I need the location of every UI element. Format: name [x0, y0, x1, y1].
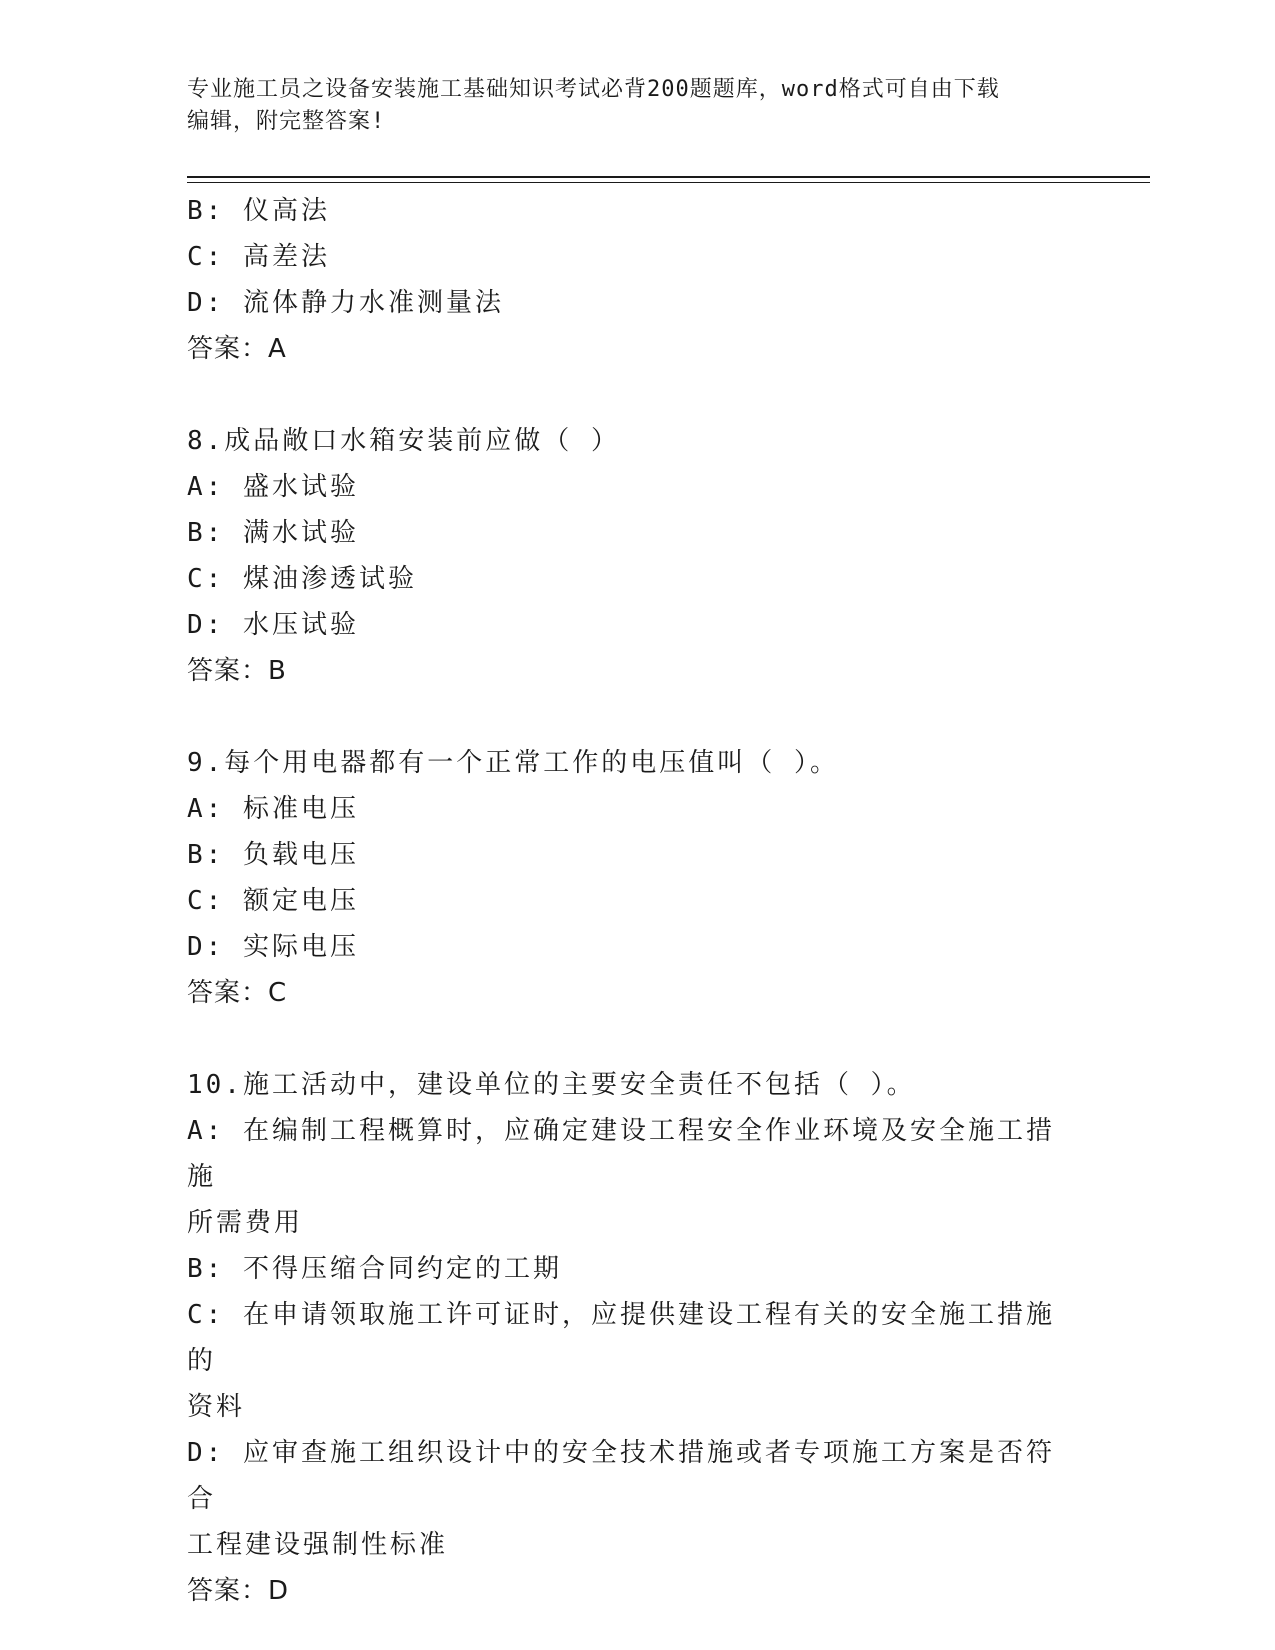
q9-question: 9.每个用电器都有一个正常工作的电压值叫（ ）。 [187, 748, 839, 778]
page-header [187, 74, 1067, 138]
q10-option-d-line1: D: 应审查施工组织设计中的安全技术措施或者专项施工方案是否符合 [187, 1438, 1055, 1514]
q10-option-c-line1: C: 在申请领取施工许可证时，应提供建设工程有关的安全施工措施的 [187, 1300, 1055, 1376]
question-7-tail [187, 188, 1077, 372]
q7-option-d: D: 流体静力水准测量法 [187, 288, 504, 318]
q7-option-c: C: 高差法 [187, 242, 330, 272]
q8-question: 8.成品敞口水箱安装前应做（ ） [187, 426, 620, 456]
spacer [187, 372, 1077, 418]
q10-answer: 答案：D [187, 1576, 290, 1606]
question-list [187, 188, 1077, 1614]
q8-option-d: D: 水压试验 [187, 610, 359, 640]
q10-option-d-line2: 工程建设强制性标准 [187, 1530, 449, 1560]
q10-option-d [187, 1430, 1077, 1568]
q9-option-b: B: 负载电压 [187, 840, 359, 870]
spacer [187, 1016, 1077, 1062]
question-10 [187, 1062, 1077, 1614]
q9-option-a: A: 标准电压 [187, 794, 359, 824]
header-rule-thin [187, 182, 1150, 183]
q8-option-a: A: 盛水试验 [187, 472, 359, 502]
q8-option-b: B: 满水试验 [187, 518, 359, 548]
header-rule-thick [187, 176, 1150, 178]
q10-question: 10.施工活动中，建设单位的主要安全责任不包括（ ）。 [187, 1070, 916, 1100]
q10-option-c-line2: 资料 [187, 1392, 246, 1422]
header-text-line1: 专业施工员之设备安装施工基础知识考试必背200题题库，word格式可自由下载 [187, 77, 1000, 102]
q9-option-c: C: 额定电压 [187, 886, 359, 916]
q9-option-d: D: 实际电压 [187, 932, 359, 962]
q8-option-c: C: 煤油渗透试验 [187, 564, 417, 594]
q9-answer: 答案：C [187, 978, 288, 1008]
question-9 [187, 740, 1077, 1016]
q7-option-b: B: 仪高法 [187, 196, 330, 226]
question-8 [187, 418, 1077, 694]
q10-option-c [187, 1292, 1077, 1430]
q10-option-a [187, 1108, 1077, 1246]
q10-option-b: B: 不得压缩合同约定的工期 [187, 1254, 562, 1284]
spacer [187, 694, 1077, 740]
q8-answer: 答案：B [187, 656, 287, 686]
q10-option-a-line1: A: 在编制工程概算时，应确定建设工程安全作业环境及安全施工措施 [187, 1116, 1055, 1192]
q7-answer: 答案：A [187, 334, 287, 364]
q10-option-a-line2: 所需费用 [187, 1208, 304, 1238]
header-text-line2: 编辑，附完整答案! [187, 109, 386, 134]
